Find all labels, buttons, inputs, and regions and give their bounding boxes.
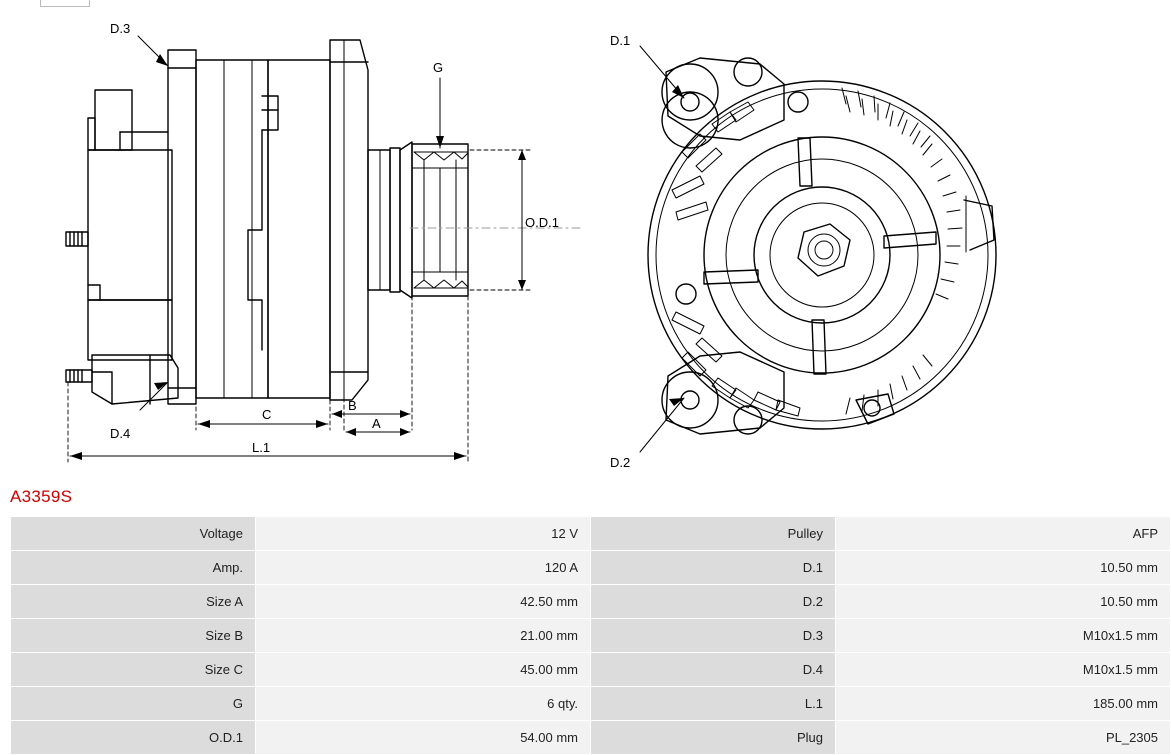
- front-view-group: [640, 46, 996, 452]
- part-code: A3359S: [10, 487, 73, 506]
- label-d1: D.1: [610, 33, 631, 48]
- spec-table-body: [11, 517, 1171, 755]
- table-row: [11, 687, 1171, 721]
- spec-value: 10.50 mm: [836, 551, 1171, 585]
- spec-label: Plug: [591, 721, 836, 755]
- table-row: [11, 551, 1171, 585]
- spec-label: Size A: [11, 585, 256, 619]
- table-row: [11, 619, 1171, 653]
- side-view-group: [66, 36, 584, 462]
- label-d2: D.2: [610, 455, 631, 470]
- table-row: [11, 721, 1171, 755]
- table-row: [11, 653, 1171, 687]
- spec-value: 54.00 mm: [256, 721, 591, 755]
- spec-label: Size B: [11, 619, 256, 653]
- spec-value: 120 A: [256, 551, 591, 585]
- spec-label: D.4: [591, 653, 836, 687]
- spec-value: M10x1.5 mm: [836, 653, 1171, 687]
- spec-label: Voltage: [11, 517, 256, 551]
- spec-value: 45.00 mm: [256, 653, 591, 687]
- label-c: C: [262, 407, 272, 422]
- spec-value: AFP: [836, 517, 1171, 551]
- spec-value: 185.00 mm: [836, 687, 1171, 721]
- spec-label: O.D.1: [11, 721, 256, 755]
- label-d4: D.4: [110, 426, 131, 441]
- spec-label: G: [11, 687, 256, 721]
- label-b: B: [348, 398, 357, 413]
- spec-label: Amp.: [11, 551, 256, 585]
- spec-value: 10.50 mm: [836, 585, 1171, 619]
- spec-value: M10x1.5 mm: [836, 619, 1171, 653]
- label-g: G: [433, 60, 444, 75]
- spec-value: 6 qty.: [256, 687, 591, 721]
- spec-value: 21.00 mm: [256, 619, 591, 653]
- spec-value: 42.50 mm: [256, 585, 591, 619]
- spec-label: Pulley: [591, 517, 836, 551]
- label-d3: D.3: [110, 21, 131, 36]
- spec-value: PL_2305: [836, 721, 1171, 755]
- spec-label: D.3: [591, 619, 836, 653]
- spec-value: 12 V: [256, 517, 591, 551]
- table-row: [11, 517, 1171, 551]
- label-l1: L.1: [252, 440, 271, 455]
- label-od1: O.D.1: [525, 215, 559, 230]
- label-a: A: [372, 416, 381, 431]
- spec-label: D.2: [591, 585, 836, 619]
- spec-label: Size C: [11, 653, 256, 687]
- spec-label: L.1: [591, 687, 836, 721]
- spec-label: D.1: [591, 551, 836, 585]
- specification-table: [10, 516, 1171, 755]
- table-row: [11, 585, 1171, 619]
